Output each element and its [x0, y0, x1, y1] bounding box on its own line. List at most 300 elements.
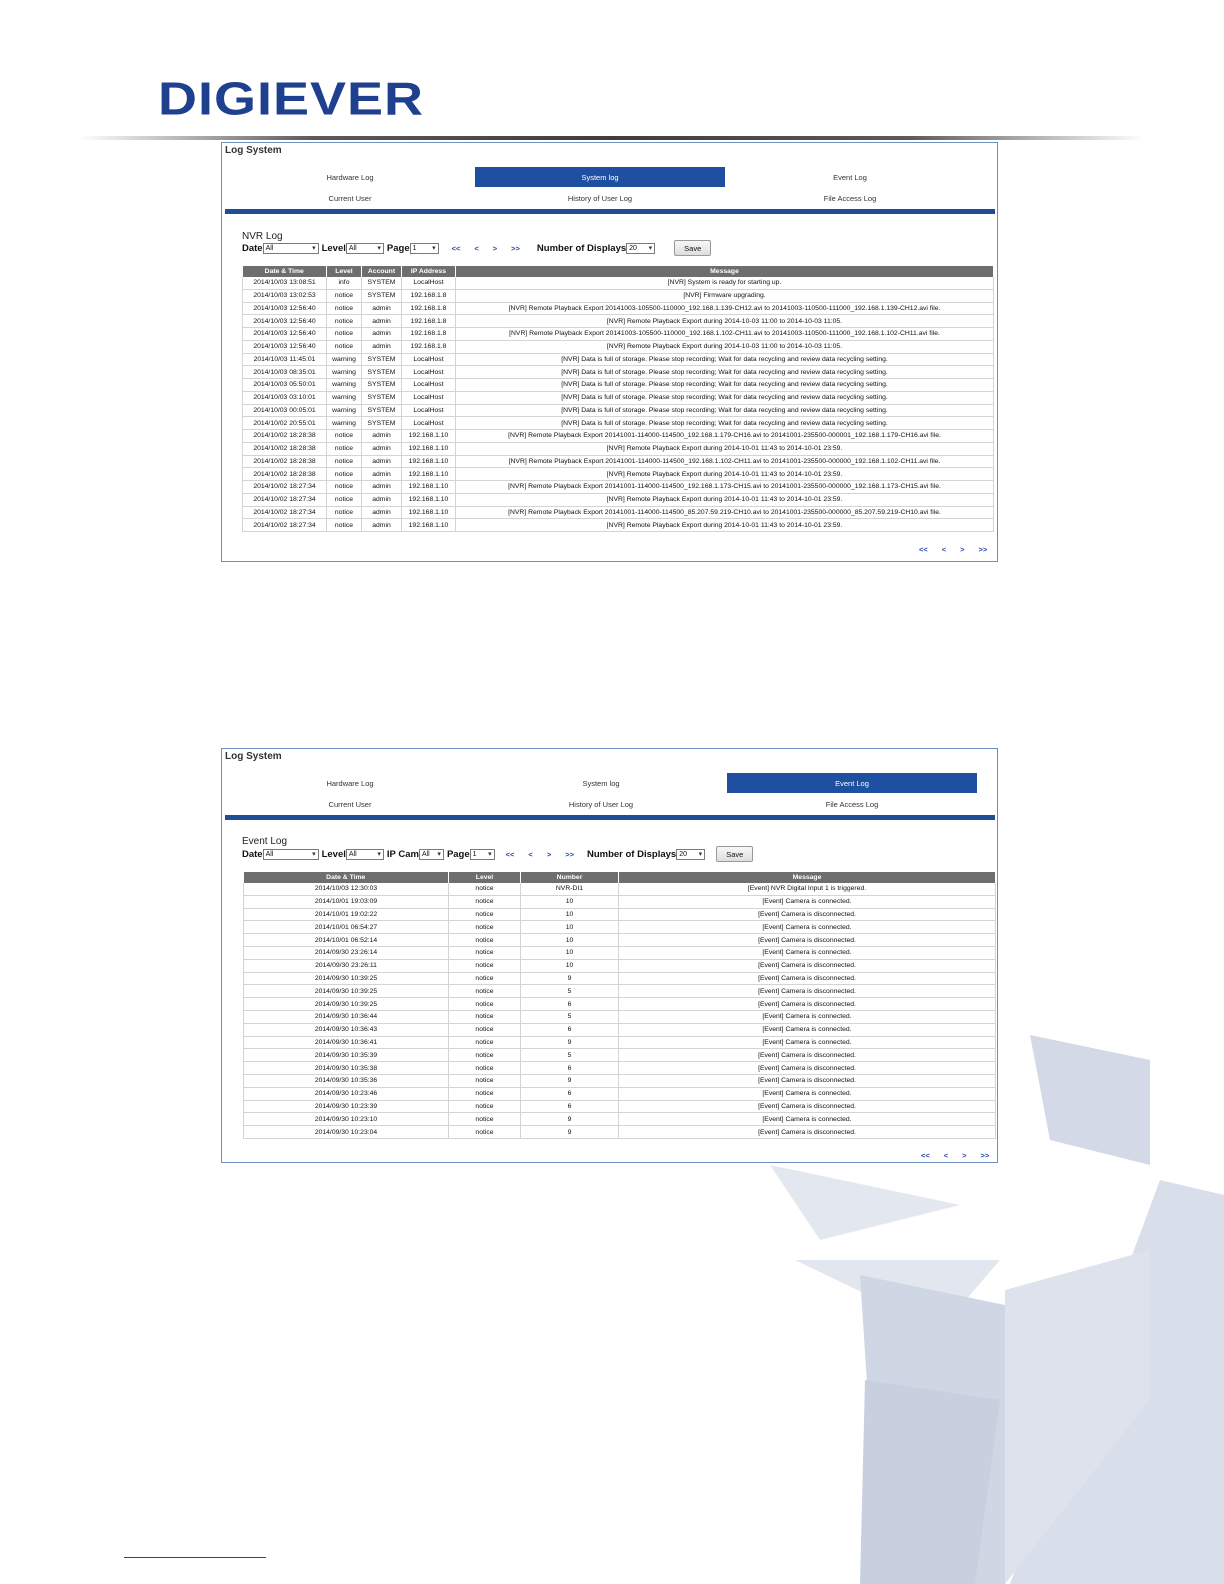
table-cell: 10: [521, 908, 619, 921]
tab-system-log[interactable]: System log: [475, 167, 725, 187]
event-log-table: [243, 872, 996, 1139]
table-cell: [Event] Camera is disconnected.: [619, 1062, 996, 1075]
nvr-log-panel: [221, 142, 998, 562]
table-cell: [NVR] Firmware upgrading.: [456, 289, 994, 302]
filter-row: [242, 847, 753, 861]
table-cell: 192.168.1.10: [402, 493, 456, 506]
chevron-down-icon: ▾: [377, 245, 381, 252]
first-page-link[interactable]: <<: [919, 545, 928, 554]
table-cell: [Event] Camera is connected.: [619, 1010, 996, 1023]
table-cell: 2014/09/30 10:35:39: [244, 1049, 449, 1062]
table-cell: LocalHost: [402, 277, 456, 289]
save-button[interactable]: Save: [674, 240, 711, 256]
table-row: [243, 353, 994, 366]
table-cell: notice: [449, 1087, 521, 1100]
table-row: [244, 1074, 996, 1087]
table-cell: SYSTEM: [362, 417, 402, 430]
table-row: [244, 1126, 996, 1139]
section-title: NVR Log: [242, 231, 283, 242]
bottom-pagination: [912, 545, 994, 554]
table-cell: 2014/09/30 10:35:36: [244, 1074, 449, 1087]
level-select[interactable]: All ▾: [346, 849, 384, 860]
table-cell: notice: [449, 1074, 521, 1087]
tab-current-user[interactable]: Current User: [328, 193, 372, 203]
table-row: [243, 315, 994, 328]
first-page-link[interactable]: <<: [921, 1151, 930, 1160]
table-cell: 2014/10/01 19:02:22: [244, 908, 449, 921]
table-cell: [NVR] Data is full of storage. Please stop recording; Wait for data recycling and review data recycling setting.: [456, 353, 994, 366]
table-cell: 2014/10/03 00:05:01: [243, 404, 327, 417]
table-cell: notice: [449, 908, 521, 921]
table-cell: 2014/10/03 12:56:40: [243, 328, 327, 341]
table-row: [243, 430, 994, 443]
table-cell: notice: [449, 1023, 521, 1036]
table-cell: [NVR] Data is full of storage. Please stop recording; Wait for data recycling and review data recycling setting.: [456, 404, 994, 417]
tab-event-log[interactable]: Event Log: [727, 773, 977, 793]
table-cell: 9: [521, 1036, 619, 1049]
tab-hardware-log[interactable]: Hardware Log: [326, 172, 374, 182]
chevron-down-icon: ▾: [698, 851, 703, 858]
table-cell: [NVR] Remote Playback Export during 2014-10-01 11:43 to 2014-10-01 23:59.: [456, 442, 994, 455]
table-cell: 2014/10/02 18:27:34: [243, 519, 327, 532]
table-cell: notice: [327, 328, 362, 341]
table-cell: 10: [521, 934, 619, 947]
table-cell: notice: [327, 315, 362, 328]
table-cell: 2014/09/30 23:26:14: [244, 946, 449, 959]
last-page-link[interactable]: >>: [511, 243, 520, 253]
table-cell: 2014/09/30 10:36:41: [244, 1036, 449, 1049]
table-cell: notice: [327, 430, 362, 443]
table-cell: admin: [362, 430, 402, 443]
table-cell: admin: [362, 455, 402, 468]
date-label: Date: [242, 848, 263, 860]
table-cell: admin: [362, 315, 402, 328]
prev-page-link[interactable]: <: [474, 243, 479, 253]
table-cell: 192.168.1.10: [402, 468, 456, 481]
table-cell: [NVR] Data is full of storage. Please stop recording; Wait for data recycling and review data recycling setting.: [456, 417, 994, 430]
tab-hardware-log[interactable]: Hardware Log: [326, 778, 374, 788]
table-cell: 192.168.1.10: [402, 519, 456, 532]
table-cell: 6: [521, 1087, 619, 1100]
first-page-link[interactable]: <<: [451, 243, 461, 253]
table-cell: 2014/09/30 10:36:44: [244, 1010, 449, 1023]
table-cell: [NVR] Data is full of storage. Please stop recording; Wait for data recycling and review data recycling setting.: [456, 379, 994, 392]
table-row: [243, 404, 994, 417]
table-cell: LocalHost: [402, 353, 456, 366]
table-cell: 2014/10/03 12:56:40: [243, 302, 327, 315]
table-cell: warning: [327, 366, 362, 379]
table-cell: 5: [521, 985, 619, 998]
chevron-down-icon: ▾: [312, 851, 316, 858]
table-row: [244, 959, 996, 972]
table-row: [244, 1062, 996, 1075]
digiever-logo: DIGIEVER: [158, 73, 425, 126]
column-header[interactable]: IP Address: [402, 266, 456, 277]
table-cell: [Event] NVR Digital Input 1 is triggered.: [619, 883, 996, 895]
table-cell: [NVR] System is ready for starting up.: [456, 277, 994, 289]
chevron-down-icon: ▾: [437, 851, 441, 858]
table-cell: SYSTEM: [362, 379, 402, 392]
table-cell: 2014/10/02 18:27:34: [243, 493, 327, 506]
next-page-link[interactable]: >: [962, 1151, 967, 1160]
table-row: [244, 972, 996, 985]
tab-current-user[interactable]: Current User: [328, 799, 372, 809]
table-cell: [NVR] Remote Playback Export 20141001-114000-114500_192.168.1.179-CH16.avi to 20141001-235500-000001_192.168.1.179-CH16.avi file.: [456, 430, 994, 443]
table-row: [243, 328, 994, 341]
table-row: [243, 506, 994, 519]
table-row: [243, 277, 994, 289]
column-header[interactable]: Number: [521, 872, 619, 883]
table-cell: notice: [327, 340, 362, 353]
table-cell: [Event] Camera is connected.: [619, 895, 996, 908]
table-cell: 2014/09/30 10:39:25: [244, 972, 449, 985]
table-cell: 2014/10/01 19:03:09: [244, 895, 449, 908]
table-cell: notice: [327, 506, 362, 519]
table-cell: 5: [521, 1049, 619, 1062]
table-cell: 2014/09/30 10:23:46: [244, 1087, 449, 1100]
table-cell: 9: [521, 1126, 619, 1139]
level-label: Level: [321, 848, 346, 860]
table-cell: notice: [449, 934, 521, 947]
table-row: [244, 1100, 996, 1113]
table-cell: [Event] Camera is disconnected.: [619, 985, 996, 998]
table-cell: 2014/10/02 18:28:38: [243, 455, 327, 468]
table-cell: notice: [449, 1113, 521, 1126]
column-header[interactable]: Level: [449, 872, 521, 883]
table-cell: 2014/10/03 12:56:40: [243, 315, 327, 328]
table-cell: 2014/10/01 06:52:14: [244, 934, 449, 947]
table-cell: 2014/09/30 10:23:10: [244, 1113, 449, 1126]
next-page-link[interactable]: >: [492, 243, 498, 253]
table-cell: 6: [521, 1023, 619, 1036]
table-cell: 192.168.1.8: [402, 340, 456, 353]
table-cell: [Event] Camera is disconnected.: [619, 908, 996, 921]
header-divider: [78, 136, 1144, 140]
table-cell: 2014/10/02 18:27:34: [243, 506, 327, 519]
next-page-link[interactable]: >: [960, 545, 965, 554]
table-cell: notice: [449, 998, 521, 1011]
tab-history-of-user-log[interactable]: History of User Log: [567, 193, 633, 203]
table-cell: 2014/10/03 05:50:01: [243, 379, 327, 392]
table-cell: notice: [327, 493, 362, 506]
table-cell: 2014/10/01 06:54:27: [244, 921, 449, 934]
table-row: [243, 340, 994, 353]
column-header[interactable]: Account: [362, 266, 402, 277]
column-header[interactable]: Date & Time: [243, 266, 327, 277]
table-row: [244, 1023, 996, 1036]
table-row: [243, 289, 994, 302]
table-cell: admin: [362, 481, 402, 494]
table-cell: SYSTEM: [362, 289, 402, 302]
table-cell: 6: [521, 1062, 619, 1075]
table-cell: notice: [327, 302, 362, 315]
table-cell: [NVR] Remote Playback Export 20141001-114000-114500_85.207.59.219-CH10.avi to 20141001-235500-000000_85.207.59.219-CH10.avi file.: [456, 506, 994, 519]
table-cell: [Event] Camera is connected.: [619, 921, 996, 934]
number-of-displays-select[interactable]: 20 ▾: [626, 243, 655, 254]
table-cell: NVR-DI1: [521, 883, 619, 895]
chevron-down-icon: ▾: [312, 245, 316, 252]
table-cell: notice: [449, 883, 521, 895]
table-cell: admin: [362, 328, 402, 341]
table-row: [244, 921, 996, 934]
table-cell: [Event] Camera is disconnected.: [619, 959, 996, 972]
table-row: [244, 883, 996, 895]
table-row: [243, 391, 994, 404]
table-row: [243, 519, 994, 532]
table-cell: 2014/10/02 20:55:01: [243, 417, 327, 430]
table-cell: 2014/10/02 18:27:34: [243, 481, 327, 494]
table-cell: 2014/09/30 10:23:39: [244, 1100, 449, 1113]
table-cell: notice: [327, 289, 362, 302]
table-row: [243, 481, 994, 494]
table-cell: SYSTEM: [362, 366, 402, 379]
section-title: Event Log: [242, 836, 288, 847]
ip-cam-select[interactable]: All ▾: [419, 849, 444, 860]
table-row: [244, 895, 996, 908]
table-cell: 5: [521, 1010, 619, 1023]
table-row: [244, 908, 996, 921]
table-cell: [Event] Camera is disconnected.: [619, 1126, 996, 1139]
table-cell: 2014/09/30 10:23:04: [244, 1126, 449, 1139]
table-cell: 192.168.1.10: [402, 430, 456, 443]
bottom-pagination: [914, 1151, 996, 1160]
table-cell: 6: [521, 1100, 619, 1113]
page-select[interactable]: 1 ▾: [410, 243, 439, 254]
table-cell: 2014/09/30 10:39:25: [244, 985, 449, 998]
tab-file-access-log[interactable]: File Access Log: [825, 799, 879, 809]
table-cell: [Event] Camera is connected.: [619, 1023, 996, 1036]
table-cell: 192.168.1.8: [402, 315, 456, 328]
filter-row: [242, 241, 711, 255]
tab-system-log[interactable]: System log: [582, 778, 620, 788]
table-cell: 10: [521, 895, 619, 908]
table-row: [244, 1049, 996, 1062]
tab-history-of-user-log[interactable]: History of User Log: [568, 799, 634, 809]
table-cell: LocalHost: [402, 391, 456, 404]
table-cell: notice: [449, 1049, 521, 1062]
table-cell: LocalHost: [402, 366, 456, 379]
level-select[interactable]: All ▾: [346, 243, 384, 254]
table-cell: 2014/10/03 11:45:01: [243, 353, 327, 366]
table-cell: notice: [449, 946, 521, 959]
table-cell: [NVR] Remote Playback Export during 2014-10-01 11:43 to 2014-10-01 23:59.: [456, 493, 994, 506]
table-header-row: [244, 872, 996, 883]
table-cell: 2014/10/03 12:30:03: [244, 883, 449, 895]
table-cell: 9: [521, 972, 619, 985]
table-cell: notice: [449, 1126, 521, 1139]
table-row: [243, 493, 994, 506]
table-cell: 192.168.1.10: [402, 481, 456, 494]
table-cell: admin: [362, 506, 402, 519]
table-cell: warning: [327, 379, 362, 392]
table-cell: 192.168.1.8: [402, 289, 456, 302]
level-label: Level: [321, 242, 346, 254]
table-cell: SYSTEM: [362, 353, 402, 366]
table-cell: [Event] Camera is disconnected.: [619, 972, 996, 985]
table-cell: 2014/09/30 23:26:11: [244, 959, 449, 972]
table-cell: notice: [327, 455, 362, 468]
last-page-link[interactable]: >>: [978, 545, 988, 554]
table-cell: 2014/09/30 10:36:43: [244, 1023, 449, 1036]
table-row: [244, 985, 996, 998]
save-button[interactable]: Save: [716, 846, 753, 862]
table-cell: 2014/10/02 18:28:38: [243, 442, 327, 455]
date-select[interactable]: All ▾: [263, 243, 319, 254]
table-cell: LocalHost: [402, 404, 456, 417]
table-cell: [NVR] Data is full of storage. Please stop recording; Wait for data recycling and review data recycling setting.: [456, 366, 994, 379]
table-cell: 2014/10/02 18:28:38: [243, 430, 327, 443]
table-cell: notice: [449, 1036, 521, 1049]
prev-page-link[interactable]: <: [943, 1151, 949, 1160]
table-cell: [NVR] Data is full of storage. Please stop recording; Wait for data recycling and review data recycling setting.: [456, 391, 994, 404]
table-cell: [Event] Camera is connected.: [619, 1113, 996, 1126]
table-row: [244, 998, 996, 1011]
table-cell: [NVR] Remote Playback Export during 2014-10-03 11:00 to 2014-10-03 11:05.: [456, 315, 994, 328]
table-row: [244, 1113, 996, 1126]
table-cell: 2014/10/03 08:35:01: [243, 366, 327, 379]
nvr-log-table: [242, 266, 994, 532]
table-cell: 192.168.1.10: [402, 506, 456, 519]
number-of-displays-label: Number of Displays: [536, 242, 627, 254]
table-cell: SYSTEM: [362, 277, 402, 289]
table-cell: [NVR] Remote Playback Export during 2014-10-01 11:43 to 2014-10-01 23:59.: [456, 468, 994, 481]
table-cell: [NVR] Remote Playback Export 20141001-114000-114500_192.168.1.173-CH15.avi to 20141001-235500-000000_192.168.1.173-CH15.avi file.: [456, 481, 994, 494]
column-header[interactable]: Message: [456, 266, 994, 277]
table-cell: notice: [327, 468, 362, 481]
chevron-down-icon: ▾: [377, 851, 381, 858]
table-cell: 6: [521, 998, 619, 1011]
table-cell: 2014/10/02 18:28:38: [243, 468, 327, 481]
table-cell: SYSTEM: [362, 404, 402, 417]
first-page-link[interactable]: <<: [505, 849, 515, 859]
panel-title: Log System: [225, 751, 282, 762]
table-cell: 2014/10/03 03:10:01: [243, 391, 327, 404]
table-cell: 9: [521, 1113, 619, 1126]
table-cell: [NVR] Remote Playback Export during 2014-10-03 11:00 to 2014-10-03 11:05.: [456, 340, 994, 353]
table-row: [243, 379, 994, 392]
table-cell: [NVR] Remote Playback Export 20141003-105500-110000_192.168.1.139-CH12.avi to 20141003-110500-111000_192.168.1.139-CH12.avi file.: [456, 302, 994, 315]
ip-cam-label: IP Cam: [386, 848, 419, 860]
table-cell: [Event] Camera is disconnected.: [619, 998, 996, 1011]
tab-underline-bar: [225, 209, 995, 214]
tab-underline-bar: [225, 815, 995, 820]
table-cell: 192.168.1.10: [402, 455, 456, 468]
prev-page-link[interactable]: <: [528, 849, 533, 859]
column-header[interactable]: Level: [327, 266, 362, 277]
table-row: [244, 934, 996, 947]
chevron-down-icon: ▾: [648, 245, 653, 252]
table-cell: notice: [449, 895, 521, 908]
table-cell: warning: [327, 391, 362, 404]
column-header[interactable]: Message: [619, 872, 996, 883]
table-cell: 10: [521, 946, 619, 959]
table-cell: warning: [327, 417, 362, 430]
table-cell: notice: [327, 519, 362, 532]
page-label: Page: [446, 848, 470, 860]
table-cell: notice: [449, 921, 521, 934]
number-of-displays-select[interactable]: 20 ▾: [676, 849, 705, 860]
table-row: [243, 442, 994, 455]
table-cell: admin: [362, 468, 402, 481]
table-row: [243, 302, 994, 315]
table-cell: 9: [521, 1074, 619, 1087]
table-row: [244, 1036, 996, 1049]
table-cell: 10: [521, 959, 619, 972]
panel-title: Log System: [225, 145, 282, 156]
table-cell: 2014/10/03 12:56:40: [243, 340, 327, 353]
table-row: [243, 417, 994, 430]
table-cell: warning: [327, 404, 362, 417]
table-cell: [Event] Camera is disconnected.: [619, 1049, 996, 1062]
table-cell: [Event] Camera is connected.: [619, 946, 996, 959]
number-of-displays-label: Number of Displays: [586, 848, 677, 860]
table-cell: [Event] Camera is disconnected.: [619, 1074, 996, 1087]
footer-link-underline: [124, 1557, 266, 1558]
table-cell: 10: [521, 921, 619, 934]
prev-page-link[interactable]: <: [941, 545, 947, 554]
last-page-link[interactable]: >>: [565, 849, 574, 859]
table-row: [244, 1010, 996, 1023]
table-cell: 2014/09/30 10:35:38: [244, 1062, 449, 1075]
tab-event-log[interactable]: Event Log: [833, 172, 867, 182]
table-cell: admin: [362, 340, 402, 353]
table-cell: notice: [449, 1010, 521, 1023]
table-cell: notice: [449, 972, 521, 985]
table-cell: 192.168.1.8: [402, 302, 456, 315]
tab-file-access-log[interactable]: File Access Log: [823, 193, 877, 203]
table-cell: [NVR] Remote Playback Export during 2014-10-01 11:43 to 2014-10-01 23:59.: [456, 519, 994, 532]
date-select[interactable]: All ▾: [263, 849, 319, 860]
table-header-row: [243, 266, 994, 277]
table-cell: 2014/10/03 13:08:51: [243, 277, 327, 289]
column-header[interactable]: Date & Time: [244, 872, 449, 883]
chevron-down-icon: ▾: [488, 851, 492, 858]
table-cell: [Event] Camera is disconnected.: [619, 934, 996, 947]
table-cell: LocalHost: [402, 417, 456, 430]
table-row: [243, 468, 994, 481]
table-cell: 2014/10/03 13:02:53: [243, 289, 327, 302]
table-cell: notice: [449, 1062, 521, 1075]
table-cell: 2014/09/30 10:39:25: [244, 998, 449, 1011]
table-cell: [Event] Camera is connected.: [619, 1036, 996, 1049]
table-cell: LocalHost: [402, 379, 456, 392]
table-cell: warning: [327, 353, 362, 366]
table-cell: [NVR] Remote Playback Export 20141003-105500-110000_192.168.1.102-CH11.avi to 20141003-110500-111000_192.168.1.102-CH11.avi file.: [456, 328, 994, 341]
next-page-link[interactable]: >: [546, 849, 552, 859]
table-cell: 192.168.1.8: [402, 328, 456, 341]
table-cell: [Event] Camera is disconnected.: [619, 1100, 996, 1113]
table-cell: admin: [362, 493, 402, 506]
table-cell: SYSTEM: [362, 391, 402, 404]
table-cell: notice: [449, 985, 521, 998]
date-label: Date: [242, 242, 263, 254]
table-cell: notice: [449, 959, 521, 972]
table-row: [243, 366, 994, 379]
page-label: Page: [386, 242, 410, 254]
last-page-link[interactable]: >>: [980, 1151, 990, 1160]
page-select[interactable]: 1 ▾: [470, 849, 495, 860]
table-cell: notice: [327, 481, 362, 494]
table-cell: [Event] Camera is connected.: [619, 1087, 996, 1100]
table-cell: info: [327, 277, 362, 289]
table-cell: notice: [449, 1100, 521, 1113]
table-cell: admin: [362, 442, 402, 455]
table-row: [244, 946, 996, 959]
table-row: [243, 455, 994, 468]
table-cell: 192.168.1.10: [402, 442, 456, 455]
table-cell: [NVR] Remote Playback Export 20141001-114000-114500_192.168.1.102-CH11.avi to 20141001-235500-000000_192.168.1.102-CH11.avi file.: [456, 455, 994, 468]
chevron-down-icon: ▾: [432, 245, 436, 252]
